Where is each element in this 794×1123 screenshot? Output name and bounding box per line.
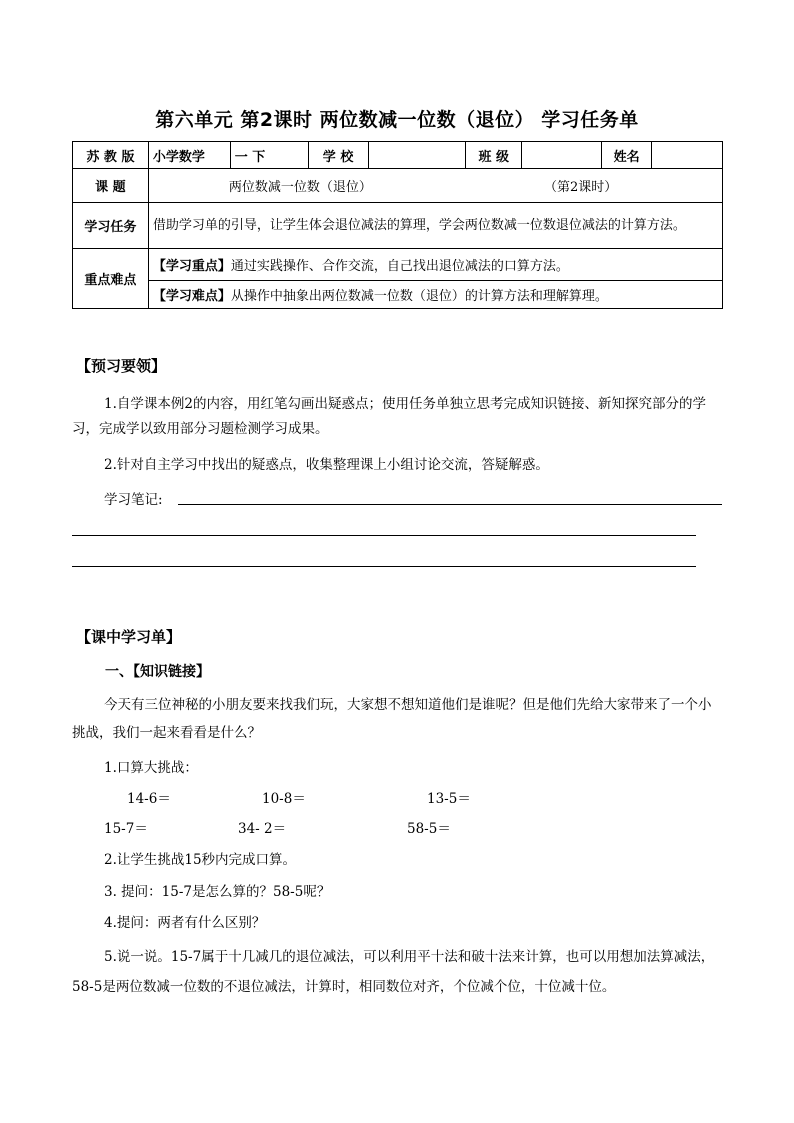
subject-value: 小学数学	[148, 142, 230, 169]
notes-label: 学习笔记:	[104, 492, 163, 508]
question-2: 2.让学生挑战15秒内完成口算。	[104, 852, 297, 868]
preview-item-2: 2.针对自主学习中找出的疑惑点，收集整理课上小组讨论交流，答疑解惑。	[104, 457, 549, 473]
info-table	[72, 141, 723, 309]
class-field[interactable]	[522, 142, 602, 169]
difficulty-row	[148, 281, 722, 309]
focus-label: 重点难点	[73, 249, 149, 309]
question-1: 1.口算大挑战：	[104, 760, 198, 776]
notes-line-1[interactable]	[178, 504, 722, 505]
problem: 34- 2＝	[238, 821, 287, 837]
task-label: 学习任务	[73, 203, 149, 249]
question-3: 3. 提问：15-7是怎么算的？58-5呢？	[104, 884, 331, 900]
difficulty-label: 【学习难点】	[152, 289, 231, 304]
school-label: 学 校	[308, 142, 368, 169]
notes-line-3[interactable]	[72, 566, 696, 567]
preview-item-1: 1.自学课本例2的内容，用红笔勾画出疑惑点；使用任务单独立思考完成知识链接、新知探究部分的学习，完成学以致用部分习题检测学习成果。	[72, 396, 706, 437]
class-sheet-heading: 【课中学习单】	[76, 628, 182, 646]
topic-value: 两位数减一位数（退位）	[228, 180, 372, 195]
edition-label: 苏 教 版	[73, 142, 149, 169]
name-label: 姓名	[602, 142, 652, 169]
class-label: 班 级	[466, 142, 522, 169]
question-4: 4.提问：两者有什么区别？	[104, 915, 266, 931]
topic-label: 课 题	[73, 169, 149, 203]
question-5: 5.说一说。15-7属于十几减几的退位减法，可以利用平十法和破十法来计算，也可以用想加法算减法，58-5是两位数减一位数的不退位减法，计算时，相同数位对齐，个位减个位，十位减十位。	[72, 949, 715, 995]
key-point-label: 【学习重点】	[152, 259, 231, 274]
lesson-number: （第2课时）	[544, 180, 618, 195]
problem: 58-5＝	[407, 821, 451, 837]
problem: 15-7＝	[104, 821, 148, 837]
problem: 10-8＝	[262, 791, 306, 807]
task-text: 借助学习单的引导，让学生体会退位减法的算理，学会两位数减一位数退位减法的计算方法。	[148, 203, 722, 249]
preview-heading: 【预习要领】	[76, 357, 167, 375]
school-field[interactable]	[368, 142, 466, 169]
grade-value: 一 下	[230, 142, 308, 169]
notes-line-2[interactable]	[72, 535, 696, 536]
knowledge-link-heading: 一、【知识链接】	[105, 664, 210, 680]
topic-cell	[148, 169, 722, 203]
problem: 14-6＝	[127, 791, 171, 807]
name-field[interactable]	[652, 142, 723, 169]
page-title: 第六单元 第2课时 两位数减一位数（退位） 学习任务单	[155, 109, 639, 131]
problem: 13-5＝	[427, 791, 471, 807]
key-point-text: 通过实践操作、合作交流，自己找出退位减法的口算方法。	[230, 259, 569, 274]
difficulty-text: 从操作中抽象出两位数减一位数（退位）的计算方法和理解算理。	[230, 289, 608, 304]
intro-text: 今天有三位神秘的小朋友要来找我们玩，大家想不想知道他们是谁呢？但是他们先给大家带来了一个小挑战，我们一起来看看是什么？	[72, 697, 712, 741]
key-point-row	[148, 249, 722, 281]
